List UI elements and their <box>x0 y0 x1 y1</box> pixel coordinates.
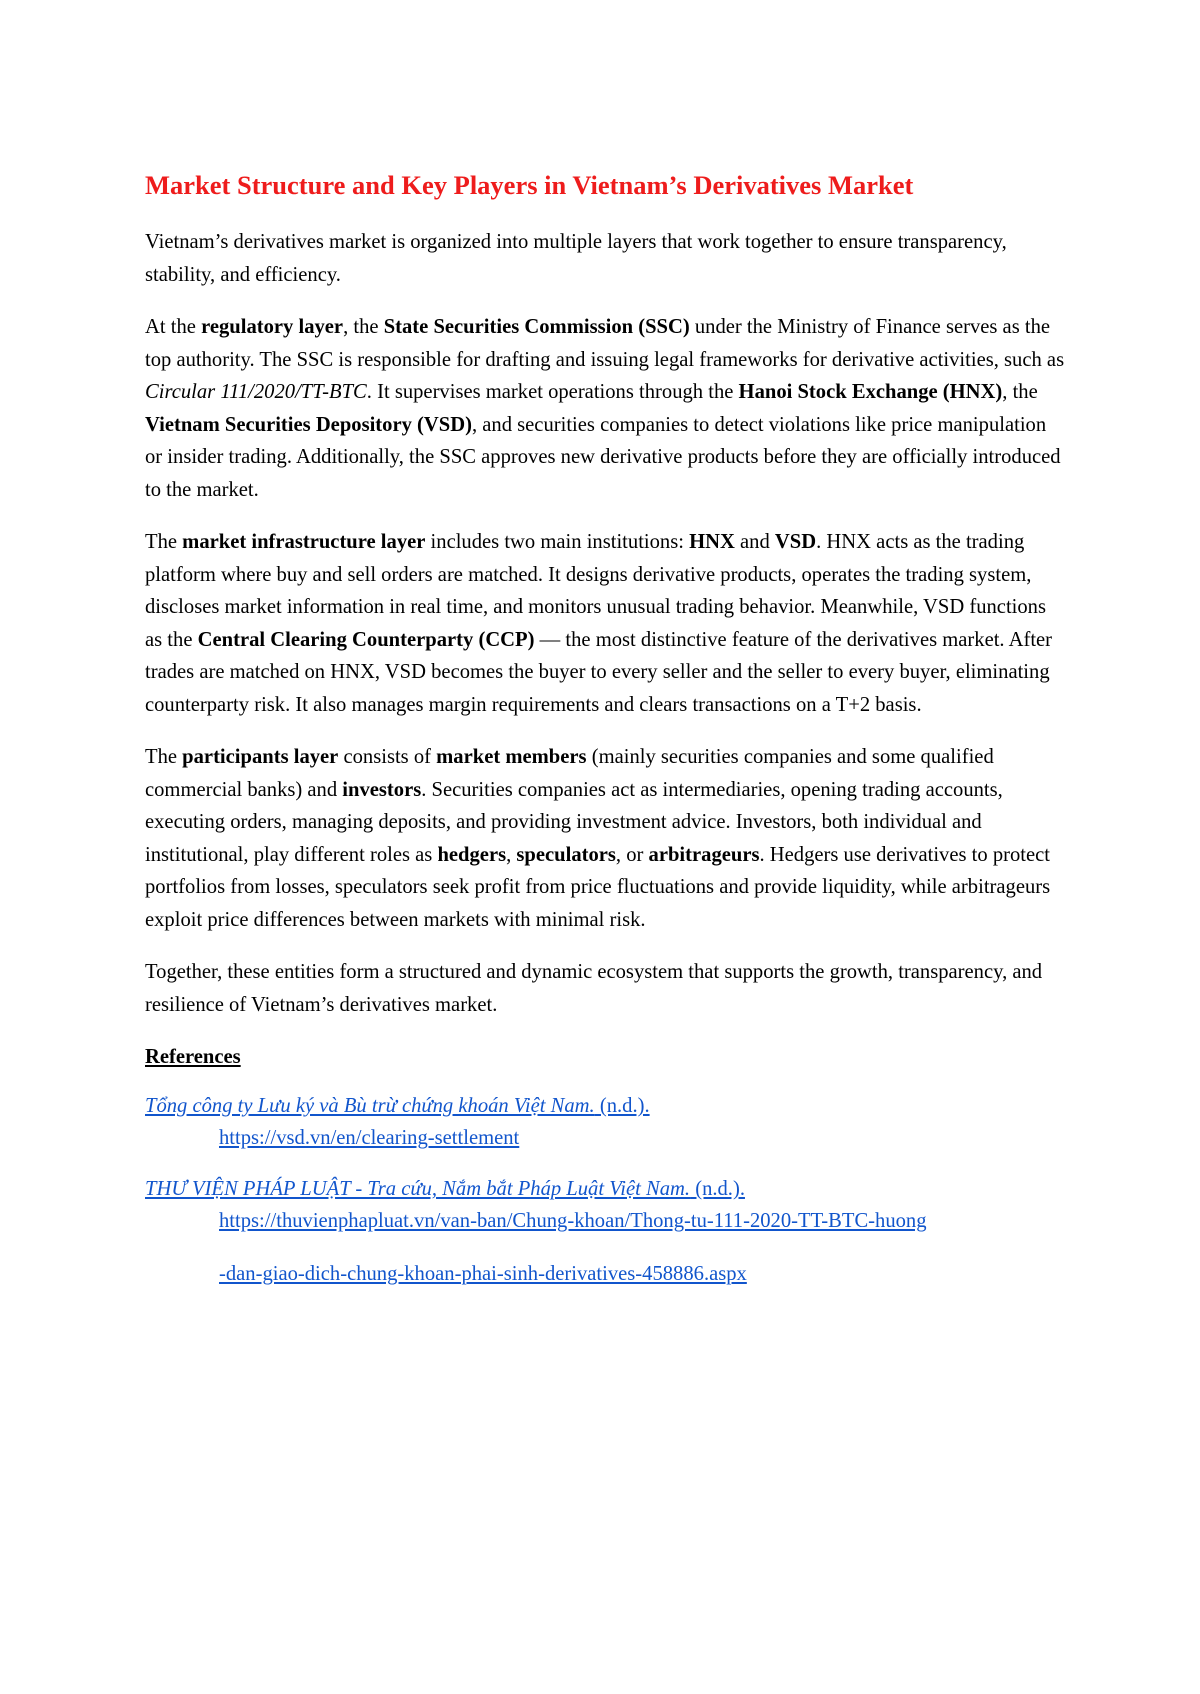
bold-term: State Securities Commission (SSC) <box>383 316 690 339</box>
text-run: At the <box>145 316 202 339</box>
reference-link[interactable] <box>145 1095 650 1117</box>
bold-term: arbitrageurs <box>648 843 760 866</box>
text-run: . Hedgers use derivatives to protect portfolios from losses, speculators seek profit from price fluctuations and provide liquidity, while arbitrageurs exploit price differences between markets with minimal risk. <box>145 843 1051 931</box>
text-run: consists of <box>338 746 437 769</box>
reference-link[interactable] <box>145 1178 745 1200</box>
text-run: . Securities companies act as intermediaries, opening trading accounts, executing orders, managing deposits, and providing investment advice. Investors, both individual and institutional, play different roles as <box>145 778 1003 866</box>
references-heading: References <box>145 1046 241 1069</box>
text-run: — the most distinctive feature of the derivatives market. After trades are matched on HNX, VSD becomes the buyer to every seller and the seller to every buyer, eliminating counterparty risk. It also manages margin requirements and clears transactions on a T+2 basis. <box>145 628 1053 716</box>
bold-term: VSD <box>774 531 817 554</box>
bold-term: Central Clearing Counterparty (CCP) <box>197 628 535 651</box>
bold-term: HNX <box>689 531 735 554</box>
text-run: under the Ministry of Finance serves as the top authority. The SSC is responsible for drafting and issuing legal frameworks for derivative activities, such as <box>145 316 1065 371</box>
bold-term: regulatory layer <box>201 316 344 339</box>
text-run: , <box>506 843 517 866</box>
reference-date: (n.d.). <box>594 1094 650 1117</box>
conclusion-paragraph: Together, these entities form a structured and dynamic ecosystem that supports the growth, transparency, and resilience of Vietnam’s derivatives market. <box>145 961 1043 1016</box>
text-run: , or <box>615 843 649 866</box>
text-run: , and securities companies to detect violations like price manipulation or insider trading. Additionally, the SSC approves new derivative products before they are officially introduced to the market. <box>145 413 1061 501</box>
reference-title: THƯ VIỆN PHÁP LUẬT - Tra cứu, Nắm bắt Pháp Luật Việt Nam. <box>145 1177 691 1200</box>
text-run: , the <box>343 316 384 339</box>
text-run: , the <box>1002 381 1038 404</box>
bold-term: market infrastructure layer <box>182 531 426 554</box>
participants-paragraph <box>145 741 1065 936</box>
italic-term: Circular 111/2020/TT-BTC <box>145 381 367 404</box>
text-run: . HNX acts as the trading platform where buy and sell orders are matched. It designs derivative products, operates the trading system, discloses market information in real time, and monitors unusual trading behavior. Meanwhile, VSD functions as the <box>145 531 1046 651</box>
reference-item <box>145 1173 1065 1291</box>
text-run: . It supervises market operations through the <box>366 381 739 404</box>
text-run: The <box>145 531 183 554</box>
bold-term: market members <box>436 746 587 769</box>
infrastructure-paragraph <box>145 526 1065 721</box>
reference-url[interactable]: https://thuvienphapluat.vn/van-ban/Chung-khoan/Thong-tu-111-2020-TT-BTC-huong <box>219 1210 927 1233</box>
bold-term: hedgers <box>437 843 507 866</box>
reference-date: (n.d.). <box>690 1177 745 1200</box>
bold-term: Vietnam Securities Depository (VSD) <box>145 413 472 436</box>
document-body <box>145 168 1065 1308</box>
reference-item <box>145 1090 1065 1155</box>
intro-paragraph: Vietnam’s derivatives market is organized into multiple layers that work together to ensure transparency, stability, and efficiency. <box>145 231 1007 286</box>
document-title: Market Structure and Key Players in Vietnam’s Derivatives Market <box>145 170 914 200</box>
text-run: The <box>145 746 183 769</box>
bold-term: investors <box>342 778 422 801</box>
text-run: (mainly securities companies and some qualified commercial banks) and <box>145 746 994 801</box>
reference-url-continued[interactable]: -dan-giao-dich-chung-khoan-phai-sinh-derivatives-458886.aspx <box>219 1262 747 1285</box>
text-run: and <box>734 531 775 554</box>
bold-term: speculators <box>516 843 616 866</box>
bold-term: Hanoi Stock Exchange (HNX) <box>738 381 1003 404</box>
text-run: includes two main institutions: <box>425 531 690 554</box>
reference-url[interactable]: https://vsd.vn/en/clearing-settlement <box>219 1127 520 1150</box>
bold-term: participants layer <box>182 746 339 769</box>
regulatory-paragraph <box>145 311 1065 506</box>
reference-title: Tổng công ty Lưu ký và Bù trừ chứng khoán Việt Nam. <box>145 1094 595 1117</box>
